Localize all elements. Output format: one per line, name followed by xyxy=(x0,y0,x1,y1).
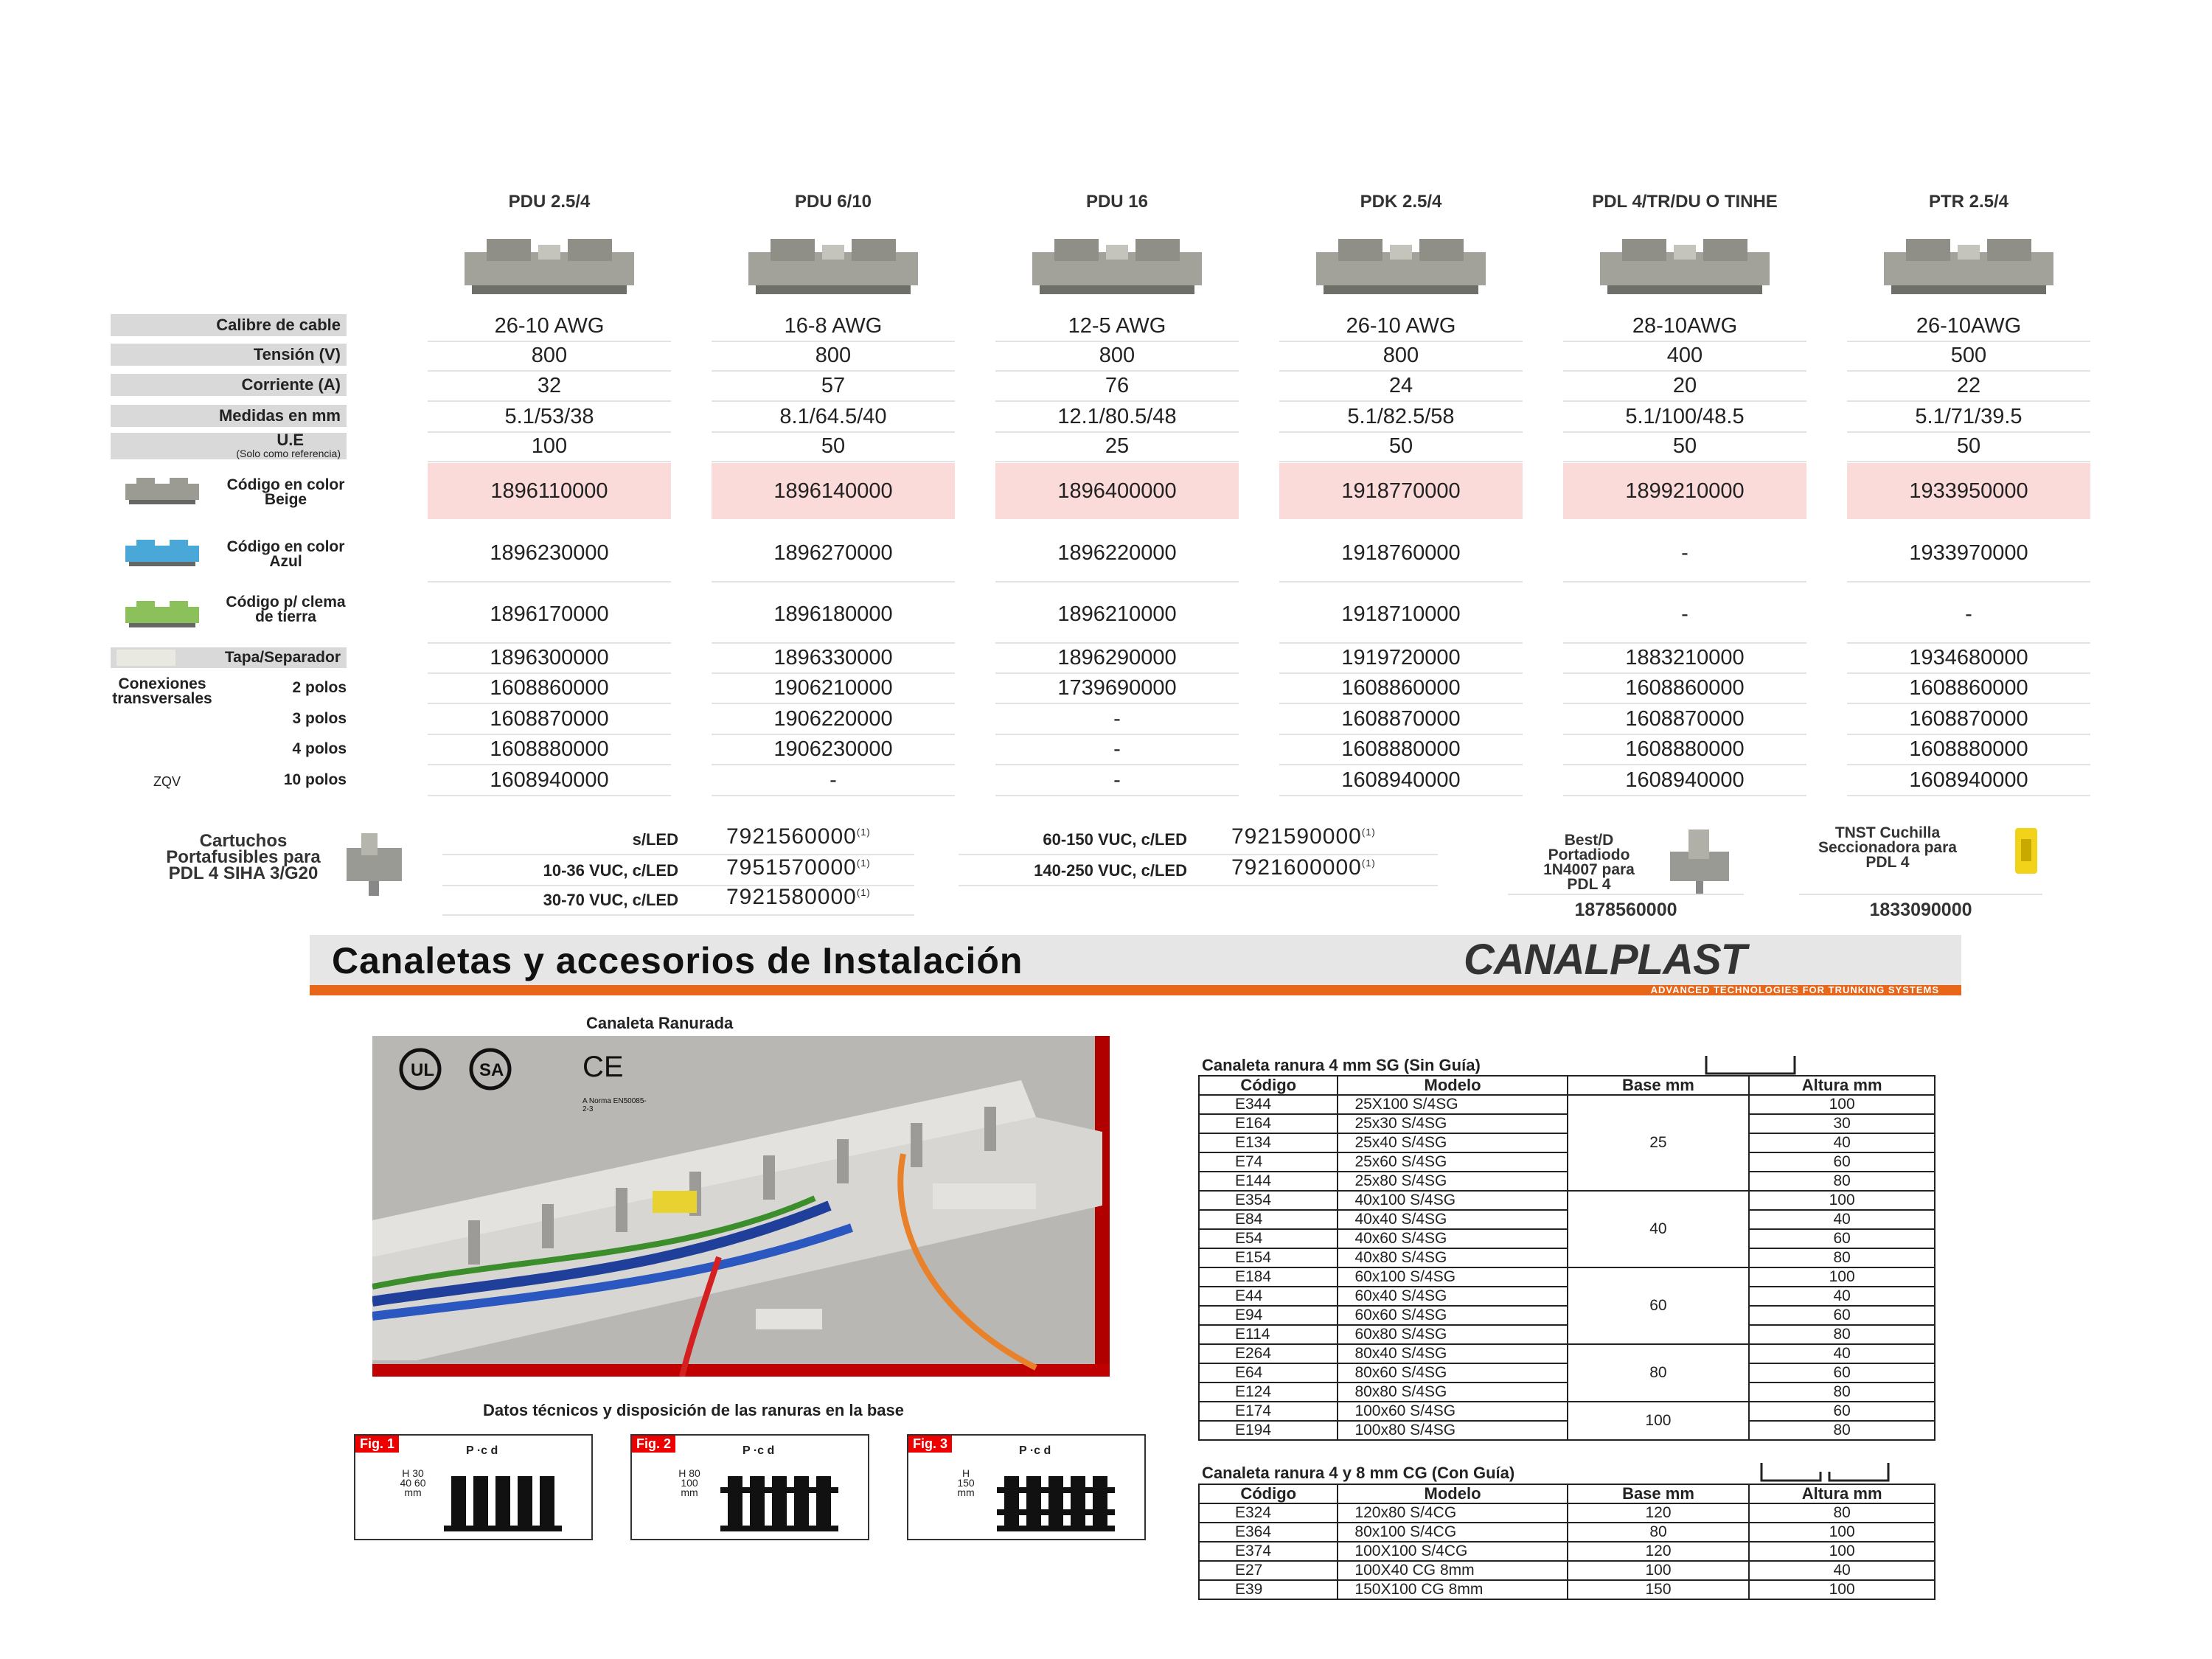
table-cell: 1608880000 xyxy=(1847,734,2090,765)
table-cell: 50 xyxy=(1563,431,1806,462)
slot-diagram xyxy=(720,1472,838,1531)
height-cell: 80 xyxy=(1749,1248,1935,1267)
model-cell: 100x60 S/4SG xyxy=(1338,1402,1567,1421)
table-header: Código xyxy=(1199,1484,1338,1503)
figure-heights: H 150 mm xyxy=(957,1467,975,1498)
table-cell: 5.1/53/38 xyxy=(428,402,671,433)
height-cell: 60 xyxy=(1749,1363,1935,1382)
table-cell: 1896400000 xyxy=(995,463,1239,519)
cartucho-label: 10-36 VUC, c/LED xyxy=(543,861,678,880)
table-cell: 1608870000 xyxy=(1563,704,1806,735)
table-row xyxy=(1199,1503,1935,1523)
code-cell: E164 xyxy=(1199,1114,1338,1133)
conexiones-label: Conexiones transversales xyxy=(112,675,212,707)
terminal-block-image xyxy=(1877,230,2061,301)
table-row xyxy=(1199,1248,1935,1267)
cartucho-label: s/LED xyxy=(632,830,678,849)
table-header: Modelo xyxy=(1338,1076,1567,1095)
model-cell: 25x30 S/4SG xyxy=(1338,1114,1567,1133)
height-cell: 100 xyxy=(1749,1191,1935,1210)
table-cell: 20 xyxy=(1563,371,1806,402)
base-cell: 25 xyxy=(1568,1095,1750,1191)
table-row xyxy=(1199,1306,1935,1325)
table-cell: 12.1/80.5/48 xyxy=(995,402,1239,433)
figure-dimension-letters: P ·c d xyxy=(466,1444,498,1457)
base-cell: 60 xyxy=(1568,1267,1750,1344)
table-row xyxy=(1199,1287,1935,1306)
terminal-thumbnail-icon xyxy=(122,537,203,569)
model-cell: 60x40 S/4SG xyxy=(1338,1287,1567,1306)
ue-label: U.E xyxy=(276,431,304,449)
table-cell: 1933970000 xyxy=(1847,525,2090,582)
height-cell: 100 xyxy=(1749,1542,1935,1561)
separator-swatch xyxy=(116,650,175,666)
table-cell: 1608870000 xyxy=(1279,704,1523,735)
figure-dimension-letters: P ·c d xyxy=(742,1444,775,1457)
figure-dimension-letters: P ·c d xyxy=(1019,1444,1051,1457)
table-cell: 50 xyxy=(1279,431,1523,462)
row-label: Corriente (A) xyxy=(111,374,347,396)
table-cell: 50 xyxy=(712,431,955,462)
model-cell: 60x100 S/4SG xyxy=(1338,1267,1567,1287)
knife-disconnect-icon xyxy=(2009,824,2042,880)
code-cell: E154 xyxy=(1199,1248,1338,1267)
table-cell: 32 xyxy=(428,371,671,402)
column-header: PDU 6/10 xyxy=(794,192,872,212)
table-cell: 22 xyxy=(1847,371,2090,402)
table-row xyxy=(1199,1542,1935,1561)
code-cell: E44 xyxy=(1199,1287,1338,1306)
height-cell: 100 xyxy=(1749,1095,1935,1114)
table-cell: 1608940000 xyxy=(1279,765,1523,796)
table-cell: 1896110000 xyxy=(428,463,671,519)
height-cell: 80 xyxy=(1749,1172,1935,1191)
table-cell: 1899210000 xyxy=(1563,463,1806,519)
model-cell: 25X100 S/4SG xyxy=(1338,1095,1567,1114)
height-cell: 40 xyxy=(1749,1561,1935,1580)
table-cell: 1608940000 xyxy=(1847,765,2090,796)
column-header: PTR 2.5/4 xyxy=(1928,192,2009,212)
row-label: Medidas en mm xyxy=(111,405,347,427)
table-cell: 1918760000 xyxy=(1279,525,1523,582)
table-cg xyxy=(1198,1484,1935,1600)
height-cell: 80 xyxy=(1749,1325,1935,1344)
table-cell: 1608860000 xyxy=(1279,673,1523,704)
table-cell: 1918770000 xyxy=(1279,463,1523,519)
table-cell: 1883210000 xyxy=(1563,643,1806,674)
slot-diagram xyxy=(997,1472,1115,1531)
height-cell: 100 xyxy=(1749,1267,1935,1287)
model-cell: 25x60 S/4SG xyxy=(1338,1152,1567,1172)
table-cell: 1608880000 xyxy=(1563,734,1806,765)
column-header: PDU 16 xyxy=(1085,192,1149,212)
code-cell: E324 xyxy=(1199,1503,1338,1523)
cartucho-label: 140-250 VUC, c/LED xyxy=(1034,861,1187,880)
footnote-mark: (1) xyxy=(1361,858,1376,869)
code-cell: E144 xyxy=(1199,1172,1338,1191)
cartucho-code xyxy=(726,885,871,910)
height-cell: 100 xyxy=(1749,1523,1935,1542)
terminal-block-image xyxy=(741,230,925,301)
height-cell: 100 xyxy=(1749,1580,1935,1599)
table-cell: 400 xyxy=(1563,341,1806,372)
table-row xyxy=(1199,1382,1935,1402)
table-cell: 1906220000 xyxy=(712,704,955,735)
height-cell: 80 xyxy=(1749,1421,1935,1440)
terminal-block-image xyxy=(1593,230,1777,301)
table-cell: 1896270000 xyxy=(712,525,955,582)
table-header: Base mm xyxy=(1568,1484,1750,1503)
model-cell: 40x60 S/4SG xyxy=(1338,1229,1567,1248)
table-cell: 24 xyxy=(1279,371,1523,402)
code-cell: E194 xyxy=(1199,1421,1338,1440)
figure-tag: Fig. 3 xyxy=(908,1436,952,1453)
trunking-photo xyxy=(372,1036,1110,1377)
base-cell: 120 xyxy=(1568,1542,1750,1561)
best-title: Best/D Portadiodo 1N4007 para PDL 4 xyxy=(1543,832,1635,893)
code-cell: E354 xyxy=(1199,1191,1338,1210)
cartucho-code xyxy=(1231,824,1376,849)
code-cell: E344 xyxy=(1199,1095,1338,1114)
height-cell: 40 xyxy=(1749,1287,1935,1306)
cartucho-code-value: 7921590000 xyxy=(1231,824,1362,849)
table-cell: 1608940000 xyxy=(1563,765,1806,796)
base-cell: 100 xyxy=(1568,1561,1750,1580)
table-cell: 1896300000 xyxy=(428,643,671,674)
table-cell: 5.1/100/48.5 xyxy=(1563,402,1806,433)
table-header: Código xyxy=(1199,1076,1338,1095)
table-cell: 1933950000 xyxy=(1847,463,2090,519)
cartucho-code xyxy=(726,824,871,849)
model-cell: 80x100 S/4CG xyxy=(1338,1523,1567,1542)
table-row xyxy=(1199,1344,1935,1363)
terminal-block-image xyxy=(1025,230,1209,301)
footnote-mark: (1) xyxy=(856,858,871,869)
code-cell: E184 xyxy=(1199,1267,1338,1287)
table-cell: - xyxy=(995,704,1239,735)
cartucho-code xyxy=(1231,855,1376,880)
model-cell: 40x40 S/4SG xyxy=(1338,1210,1567,1229)
table-cell: 1608870000 xyxy=(428,704,671,735)
table-cell: 1608860000 xyxy=(1847,673,2090,704)
code-cell: E134 xyxy=(1199,1133,1338,1152)
table-header: Altura mm xyxy=(1749,1484,1935,1503)
svg-text:UL: UL xyxy=(411,1060,434,1080)
height-cell: 40 xyxy=(1749,1210,1935,1229)
table-sg xyxy=(1198,1075,1935,1441)
model-cell: 60x80 S/4SG xyxy=(1338,1325,1567,1344)
table-cell: 26-10 AWG xyxy=(1279,311,1523,342)
code-row-label: Código en color Azul xyxy=(226,538,345,570)
footnote-mark: (1) xyxy=(1361,827,1376,838)
height-cell: 80 xyxy=(1749,1503,1935,1523)
table-row xyxy=(1199,1210,1935,1229)
table-cell: 800 xyxy=(712,341,955,372)
figure-heights: H 30 40 60 mm xyxy=(400,1467,426,1498)
row-label: Tapa/Separador xyxy=(111,647,347,668)
datos-title: Datos técnicos y disposición de las ranuras en la base xyxy=(483,1401,904,1419)
base-cell: 150 xyxy=(1568,1580,1750,1599)
table-cell: - xyxy=(1563,586,1806,644)
brand-logo: CANALPLAST xyxy=(1464,936,1747,984)
photo-title: Canaleta Ranurada xyxy=(586,1014,734,1032)
table-cell: 1739690000 xyxy=(995,673,1239,704)
table-cell: - xyxy=(995,734,1239,765)
figure-tag: Fig. 1 xyxy=(355,1436,399,1453)
table-cell: 500 xyxy=(1847,341,2090,372)
cartucho-label: 60-150 VUC, c/LED xyxy=(1043,830,1187,849)
table-cell: 12-5 AWG xyxy=(995,311,1239,342)
terminal-block-image xyxy=(457,230,641,301)
slot-diagram xyxy=(444,1472,562,1531)
cartucho-code-value: 7921560000 xyxy=(726,824,857,849)
figure-tag: Fig. 2 xyxy=(632,1436,675,1453)
row-label-ue xyxy=(111,433,347,459)
table-cell: 1896180000 xyxy=(712,586,955,644)
zqv-label: ZQV xyxy=(153,774,181,789)
table-cell: 1608860000 xyxy=(1563,673,1806,704)
banner-title: Canaletas y accesorios de Instalación xyxy=(332,940,1023,981)
base-cell: 120 xyxy=(1568,1503,1750,1523)
table-row xyxy=(1199,1421,1935,1440)
table-row xyxy=(1199,1229,1935,1248)
table-row xyxy=(1199,1580,1935,1599)
table-cell: 50 xyxy=(1847,431,2090,462)
code-cell: E174 xyxy=(1199,1402,1338,1421)
code-cell: E364 xyxy=(1199,1523,1338,1542)
base-cell: 80 xyxy=(1568,1344,1750,1402)
table-header: Modelo xyxy=(1338,1484,1567,1503)
model-cell: 60x60 S/4SG xyxy=(1338,1306,1567,1325)
terminal-thumbnail-icon xyxy=(122,475,203,507)
table-cell: 16-8 AWG xyxy=(712,311,955,342)
table-cell: 8.1/64.5/40 xyxy=(712,402,955,433)
table-row xyxy=(1199,1267,1935,1287)
cartucho-label: 30-70 VUC, c/LED xyxy=(543,891,678,909)
table-cell: 1896290000 xyxy=(995,643,1239,674)
table-cell: 5.1/82.5/58 xyxy=(1279,402,1523,433)
row-label: Calibre de cable xyxy=(111,314,347,336)
row-label: 2 polos xyxy=(292,679,347,696)
table-cell: 800 xyxy=(428,341,671,372)
table-cell: 1919720000 xyxy=(1279,643,1523,674)
table-cell: 76 xyxy=(995,371,1239,402)
height-cell: 40 xyxy=(1749,1344,1935,1363)
model-cell: 150X100 CG 8mm xyxy=(1338,1580,1567,1599)
cartucho-code-value: 7951570000 xyxy=(726,855,857,880)
profile-sg-icon xyxy=(1703,1054,1799,1077)
height-cell: 60 xyxy=(1749,1402,1935,1421)
table-cell: 26-10 AWG xyxy=(428,311,671,342)
code-cell: E27 xyxy=(1199,1561,1338,1580)
model-cell: 80x60 S/4SG xyxy=(1338,1363,1567,1382)
table-sg-title: Canaleta ranura 4 mm SG (Sin Guía) xyxy=(1202,1056,1481,1074)
code-cell: E374 xyxy=(1199,1542,1338,1561)
code-cell: E39 xyxy=(1199,1580,1338,1599)
fuse-cartridge-icon xyxy=(339,830,409,900)
table-cell: 25 xyxy=(995,431,1239,462)
model-cell: 25x40 S/4SG xyxy=(1338,1133,1567,1152)
table-cell: 1918710000 xyxy=(1279,586,1523,644)
cartucho-code-value: 7921580000 xyxy=(726,885,857,909)
slot-figure xyxy=(630,1434,869,1540)
table-cell: 1896210000 xyxy=(995,586,1239,644)
height-cell: 60 xyxy=(1749,1152,1935,1172)
table-cell: 1906210000 xyxy=(712,673,955,704)
ue-sublabel: (Solo como referencia) xyxy=(236,448,341,459)
table-cell: - xyxy=(712,765,955,796)
model-cell: 25x80 S/4SG xyxy=(1338,1172,1567,1191)
table-row xyxy=(1199,1363,1935,1382)
section-banner xyxy=(310,935,1961,987)
code-cell: E64 xyxy=(1199,1363,1338,1382)
table-header: Base mm xyxy=(1568,1076,1750,1095)
banner-orange-bar xyxy=(310,985,1961,995)
code-row-label: Código en color Beige xyxy=(226,476,345,508)
figure-heights: H 80 100 mm xyxy=(678,1467,700,1498)
row-label: Tensión (V) xyxy=(111,344,347,366)
table-row xyxy=(1199,1523,1935,1542)
table-cell: 1934680000 xyxy=(1847,643,2090,674)
table-cell: 1608860000 xyxy=(428,673,671,704)
table-cell: 28-10AWG xyxy=(1563,311,1806,342)
table-cell: 1608880000 xyxy=(428,734,671,765)
column-header: PDK 2.5/4 xyxy=(1360,192,1442,212)
code-cell: E264 xyxy=(1199,1344,1338,1363)
table-row xyxy=(1199,1402,1935,1421)
model-cell: 80x80 S/4SG xyxy=(1338,1382,1567,1402)
profile-cg-icon xyxy=(1759,1461,1891,1484)
height-cell: 80 xyxy=(1749,1382,1935,1402)
table-cell: 1608940000 xyxy=(428,765,671,796)
terminal-block-image xyxy=(1309,230,1493,301)
model-cell: 120x80 S/4CG xyxy=(1338,1503,1567,1523)
height-cell: 60 xyxy=(1749,1229,1935,1248)
table-cell: 57 xyxy=(712,371,955,402)
code-row-label: Código p/ clema de tierra xyxy=(226,594,346,625)
model-cell: 40x100 S/4SG xyxy=(1338,1191,1567,1210)
table-cell: 100 xyxy=(428,431,671,462)
height-cell: 30 xyxy=(1749,1114,1935,1133)
code-cell: E124 xyxy=(1199,1382,1338,1402)
cartuchos-title: Cartuchos Portafusibles para PDL 4 SIHA 3/G20 xyxy=(166,831,321,883)
tnst-code: 1833090000 xyxy=(1869,900,1972,920)
table-cell: 1896220000 xyxy=(995,525,1239,582)
table-cell: 1608880000 xyxy=(1279,734,1523,765)
model-cell: 100X40 CG 8mm xyxy=(1338,1561,1567,1580)
table-cell: 800 xyxy=(1279,341,1523,372)
column-header: PDU 2.5/4 xyxy=(508,192,591,212)
slot-figure xyxy=(907,1434,1146,1540)
table-cell: 1896140000 xyxy=(712,463,955,519)
best-code: 1878560000 xyxy=(1574,900,1677,920)
table-cell: 800 xyxy=(995,341,1239,372)
footnote-mark: (1) xyxy=(856,827,871,838)
table-cell: - xyxy=(1563,525,1806,582)
code-cell: E94 xyxy=(1199,1306,1338,1325)
footnote-mark: (1) xyxy=(856,887,871,898)
table-cell: 1608870000 xyxy=(1847,704,2090,735)
row-label: 3 polos xyxy=(292,710,347,727)
table-cg-title: Canaleta ranura 4 y 8 mm CG (Con Guía) xyxy=(1202,1464,1515,1482)
base-cell: 40 xyxy=(1568,1191,1750,1267)
table-row xyxy=(1199,1561,1935,1580)
cartucho-code xyxy=(726,855,871,880)
tnst-title: TNST Cuchilla Seccionadora para PDL 4 xyxy=(1818,824,1957,871)
table-row xyxy=(1199,1152,1935,1172)
table-row xyxy=(1199,1172,1935,1191)
table-row xyxy=(1199,1095,1935,1114)
model-cell: 100X100 S/4CG xyxy=(1338,1542,1567,1561)
table-cell: 1906230000 xyxy=(712,734,955,765)
table-row xyxy=(1199,1191,1935,1210)
table-cell: 1896330000 xyxy=(712,643,955,674)
height-cell: 40 xyxy=(1749,1133,1935,1152)
code-cell: E54 xyxy=(1199,1229,1338,1248)
row-label: 4 polos xyxy=(292,740,347,757)
ce-mark: CE xyxy=(582,1051,624,1083)
row-label: 10 polos xyxy=(283,771,347,788)
diode-holder-icon xyxy=(1663,826,1736,896)
brand-tagline: ADVANCED TECHNOLOGIES FOR TRUNKING SYSTEMS xyxy=(1650,984,1939,995)
table-cell: 26-10AWG xyxy=(1847,311,2090,342)
column-header: PDL 4/TR/DU O TINHE xyxy=(1592,192,1778,212)
svg-text:SA: SA xyxy=(479,1060,504,1080)
table-cell: - xyxy=(995,765,1239,796)
model-cell: 40x80 S/4SG xyxy=(1338,1248,1567,1267)
table-row xyxy=(1199,1114,1935,1133)
height-cell: 60 xyxy=(1749,1306,1935,1325)
table-row xyxy=(1199,1325,1935,1344)
slot-figure xyxy=(354,1434,593,1540)
code-cell: E114 xyxy=(1199,1325,1338,1344)
table-cell: 1896170000 xyxy=(428,586,671,644)
table-cell: 1896230000 xyxy=(428,525,671,582)
cartucho-code-value: 7921600000 xyxy=(1231,855,1362,880)
base-cell: 100 xyxy=(1568,1402,1750,1440)
code-cell: E84 xyxy=(1199,1210,1338,1229)
table-header: Altura mm xyxy=(1749,1076,1935,1095)
model-cell: 80x40 S/4SG xyxy=(1338,1344,1567,1363)
cert-norm-note: A Norma EN50085-2-3 xyxy=(582,1097,647,1113)
model-cell: 100x80 S/4SG xyxy=(1338,1421,1567,1440)
table-cell: - xyxy=(1847,586,2090,644)
table-row xyxy=(1199,1133,1935,1152)
code-cell: E74 xyxy=(1199,1152,1338,1172)
base-cell: 80 xyxy=(1568,1523,1750,1542)
table-cell: 5.1/71/39.5 xyxy=(1847,402,2090,433)
terminal-thumbnail-icon xyxy=(122,598,203,630)
